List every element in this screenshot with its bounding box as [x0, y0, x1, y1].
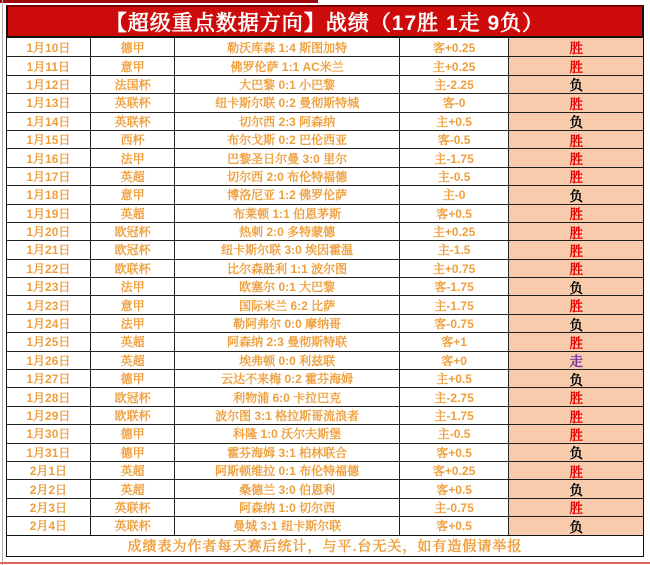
date-cell: 1月20日: [7, 223, 91, 240]
handicap-cell: 主-2.75: [400, 388, 510, 405]
result-cell: 胜: [509, 168, 643, 185]
handicap-cell: 主-1.75: [400, 296, 510, 313]
table-row: [7, 443, 643, 461]
handicap-cell: 主+0.25: [400, 223, 510, 240]
handicap-cell: 客+0.25: [400, 462, 510, 479]
match-cell: 热刺 2:0 多特蒙德: [175, 223, 399, 240]
match-cell: 波尔图 3:1 格拉斯哥流浪者: [175, 407, 399, 424]
handicap-cell: 主-0.5: [400, 425, 510, 442]
date-cell: 1月14日: [7, 113, 91, 130]
top-red-strip: [0, 0, 318, 3]
result-cell: 胜: [509, 205, 643, 222]
result-cell: 负: [509, 113, 643, 130]
league-cell: 意甲: [91, 57, 176, 74]
date-cell: 1月25日: [7, 333, 91, 350]
match-cell: 佛罗伦萨 1:1 AC米兰: [175, 57, 399, 74]
match-cell: 欧塞尔 0:1 大巴黎: [175, 278, 399, 295]
table-row: [7, 185, 643, 203]
table-row: [7, 369, 643, 387]
result-cell: 胜: [509, 241, 643, 258]
handicap-cell: 客-0.75: [400, 315, 510, 332]
handicap-cell: 客-0: [400, 94, 510, 111]
handicap-cell: 客+1: [400, 333, 510, 350]
date-cell: 1月13日: [7, 94, 91, 111]
date-cell: 2月1日: [7, 462, 91, 479]
league-cell: 德甲: [91, 425, 176, 442]
table-row: [7, 479, 643, 497]
match-cell: 阿斯顿维拉 0:1 布伦特福德: [175, 462, 399, 479]
result-cell: 负: [509, 315, 643, 332]
league-cell: 法甲: [91, 315, 176, 332]
handicap-cell: 客+0.5: [400, 205, 510, 222]
handicap-cell: 客+0.5: [400, 480, 510, 497]
match-cell: 利物浦 6:0 卡拉巴克: [175, 388, 399, 405]
match-cell: 博洛尼亚 1:2 佛罗伦萨: [175, 186, 399, 203]
match-cell: 比尔森胜利 1:1 波尔图: [175, 260, 399, 277]
handicap-cell: 主-1.5: [400, 241, 510, 258]
league-cell: 意甲: [91, 296, 176, 313]
result-cell: 负: [509, 370, 643, 387]
result-cell: 胜: [509, 407, 643, 424]
league-cell: 欧冠杯: [91, 241, 176, 258]
date-cell: 2月3日: [7, 499, 91, 516]
result-cell: 胜: [509, 388, 643, 405]
match-cell: 纽卡斯尔联 0:2 曼彻斯特城: [175, 94, 399, 111]
table-row: [7, 259, 643, 277]
table-row: [7, 93, 643, 111]
date-cell: 1月21日: [7, 241, 91, 258]
date-cell: 1月11日: [7, 57, 91, 74]
handicap-cell: 客-1.75: [400, 278, 510, 295]
table-row: [7, 240, 643, 258]
date-cell: 2月4日: [7, 517, 91, 534]
league-cell: 英联杯: [91, 499, 176, 516]
result-cell: 胜: [509, 425, 643, 442]
result-cell: 胜: [509, 333, 643, 350]
date-cell: 1月17日: [7, 168, 91, 185]
result-cell: 走: [509, 352, 643, 369]
match-cell: 曼城 3:1 纽卡斯尔联: [175, 517, 399, 534]
league-cell: 英超: [91, 168, 176, 185]
table-row: [7, 148, 643, 166]
handicap-cell: 主-1.75: [400, 407, 510, 424]
match-cell: 阿森纳 2:3 曼彻斯特联: [175, 333, 399, 350]
table-row: [7, 516, 643, 534]
handicap-cell: 主-2.25: [400, 76, 510, 93]
date-cell: 1月27日: [7, 370, 91, 387]
match-cell: 大巴黎 0:1 小巴黎: [175, 76, 399, 93]
left-edge-line: [2, 0, 3, 565]
match-cell: 国际米兰 6:2 比萨: [175, 296, 399, 313]
league-cell: 法甲: [91, 278, 176, 295]
league-cell: 欧联杯: [91, 260, 176, 277]
match-cell: 霍芬海姆 3:1 柏林联合: [175, 444, 399, 461]
result-cell: 胜: [509, 223, 643, 240]
table-row: [7, 277, 643, 295]
result-cell: 胜: [509, 38, 643, 56]
date-cell: 1月12日: [7, 76, 91, 93]
table-row: [7, 406, 643, 424]
table-row: [7, 498, 643, 516]
handicap-cell: 客+0.5: [400, 444, 510, 461]
handicap-cell: 主+0.5: [400, 113, 510, 130]
match-cell: 阿森纳 1:0 切尔西: [175, 499, 399, 516]
handicap-cell: 主-0.5: [400, 168, 510, 185]
date-cell: 1月22日: [7, 260, 91, 277]
table-row: [7, 167, 643, 185]
handicap-cell: 主+0.5: [400, 370, 510, 387]
table-row: [7, 424, 643, 442]
result-cell: 负: [509, 76, 643, 93]
league-cell: 意甲: [91, 186, 176, 203]
date-cell: 1月23日: [7, 296, 91, 313]
match-cell: 桑德兰 3:0 伯恩利: [175, 480, 399, 497]
league-cell: 欧冠杯: [91, 388, 176, 405]
result-cell: 胜: [509, 499, 643, 516]
bottom-red-strip: [0, 562, 650, 564]
match-cell: 埃弗顿 0:0 利兹联: [175, 352, 399, 369]
league-cell: 德甲: [91, 444, 176, 461]
date-cell: 1月29日: [7, 407, 91, 424]
league-cell: 英联杯: [91, 517, 176, 534]
table-row: [7, 461, 643, 479]
handicap-cell: 主+0.75: [400, 260, 510, 277]
match-cell: 勒沃库森 1:4 斯图加特: [175, 38, 399, 56]
result-cell: 负: [509, 186, 643, 203]
match-cell: 纽卡斯尔联 3:0 埃因霍温: [175, 241, 399, 258]
table-row: [7, 351, 643, 369]
handicap-cell: 客-0.5: [400, 131, 510, 148]
table-row: [7, 222, 643, 240]
handicap-cell: 主-0.75: [400, 499, 510, 516]
handicap-cell: 客+0.5: [400, 517, 510, 534]
match-cell: 巴黎圣日尔曼 3:0 里尔: [175, 149, 399, 166]
handicap-cell: 主+0.25: [400, 57, 510, 74]
handicap-cell: 主-0: [400, 186, 510, 203]
league-cell: 英联杯: [91, 94, 176, 111]
match-cell: 布莱顿 1:1 伯恩茅斯: [175, 205, 399, 222]
date-cell: 1月19日: [7, 205, 91, 222]
date-cell: 1月23日: [7, 278, 91, 295]
result-cell: 负: [509, 444, 643, 461]
date-cell: 1月26日: [7, 352, 91, 369]
table-row: [7, 130, 643, 148]
table-row: [7, 314, 643, 332]
handicap-cell: 客+0.25: [400, 38, 510, 56]
match-cell: 布尔戈斯 0:2 巴伦西亚: [175, 131, 399, 148]
result-cell: 胜: [509, 462, 643, 479]
match-cell: 切尔西 2:3 阿森纳: [175, 113, 399, 130]
league-cell: 英联杯: [91, 113, 176, 130]
date-cell: 1月10日: [7, 38, 91, 56]
table-title: 【超级重点数据方向】战绩（17胜 1走 9负）: [6, 5, 644, 38]
date-cell: 1月16日: [7, 149, 91, 166]
result-cell: 胜: [509, 149, 643, 166]
table-row: [7, 38, 643, 56]
match-cell: 勒阿弗尔 0:0 摩纳哥: [175, 315, 399, 332]
handicap-cell: 客+0: [400, 352, 510, 369]
match-cell: 云达不来梅 0:2 霍芬海姆: [175, 370, 399, 387]
date-cell: 1月30日: [7, 425, 91, 442]
result-cell: 胜: [509, 57, 643, 74]
league-cell: 欧冠杯: [91, 223, 176, 240]
date-cell: 2月2日: [7, 480, 91, 497]
table-row: [7, 112, 643, 130]
match-cell: 切尔西 2:0 布伦特福德: [175, 168, 399, 185]
result-cell: 负: [509, 278, 643, 295]
league-cell: 法国杯: [91, 76, 176, 93]
table-row: [7, 387, 643, 405]
league-cell: 西杯: [91, 131, 176, 148]
date-cell: 1月31日: [7, 444, 91, 461]
league-cell: 欧联杯: [91, 407, 176, 424]
result-cell: 胜: [509, 94, 643, 111]
date-cell: 1月18日: [7, 186, 91, 203]
table-row: [7, 295, 643, 313]
date-cell: 1月15日: [7, 131, 91, 148]
footer-note: 成绩表为作者每天赛后统计，与平.台无关，如有造假请举报: [6, 536, 644, 557]
league-cell: 英超: [91, 205, 176, 222]
result-cell: 胜: [509, 131, 643, 148]
table-row: [7, 204, 643, 222]
results-table: [6, 5, 644, 557]
league-cell: 德甲: [91, 38, 176, 56]
result-cell: 负: [509, 517, 643, 534]
result-cell: 负: [509, 480, 643, 497]
result-cell: 胜: [509, 296, 643, 313]
table-row: [7, 332, 643, 350]
table-row: [7, 56, 643, 74]
match-cell: 科隆 1:0 沃尔夫斯堡: [175, 425, 399, 442]
result-cell: 胜: [509, 260, 643, 277]
league-cell: 英超: [91, 333, 176, 350]
handicap-cell: 主-1.75: [400, 149, 510, 166]
table-body: [6, 38, 644, 536]
table-row: [7, 75, 643, 93]
league-cell: 法甲: [91, 149, 176, 166]
league-cell: 英超: [91, 462, 176, 479]
league-cell: 英超: [91, 352, 176, 369]
date-cell: 1月28日: [7, 388, 91, 405]
date-cell: 1月24日: [7, 315, 91, 332]
league-cell: 德甲: [91, 370, 176, 387]
league-cell: 英超: [91, 480, 176, 497]
